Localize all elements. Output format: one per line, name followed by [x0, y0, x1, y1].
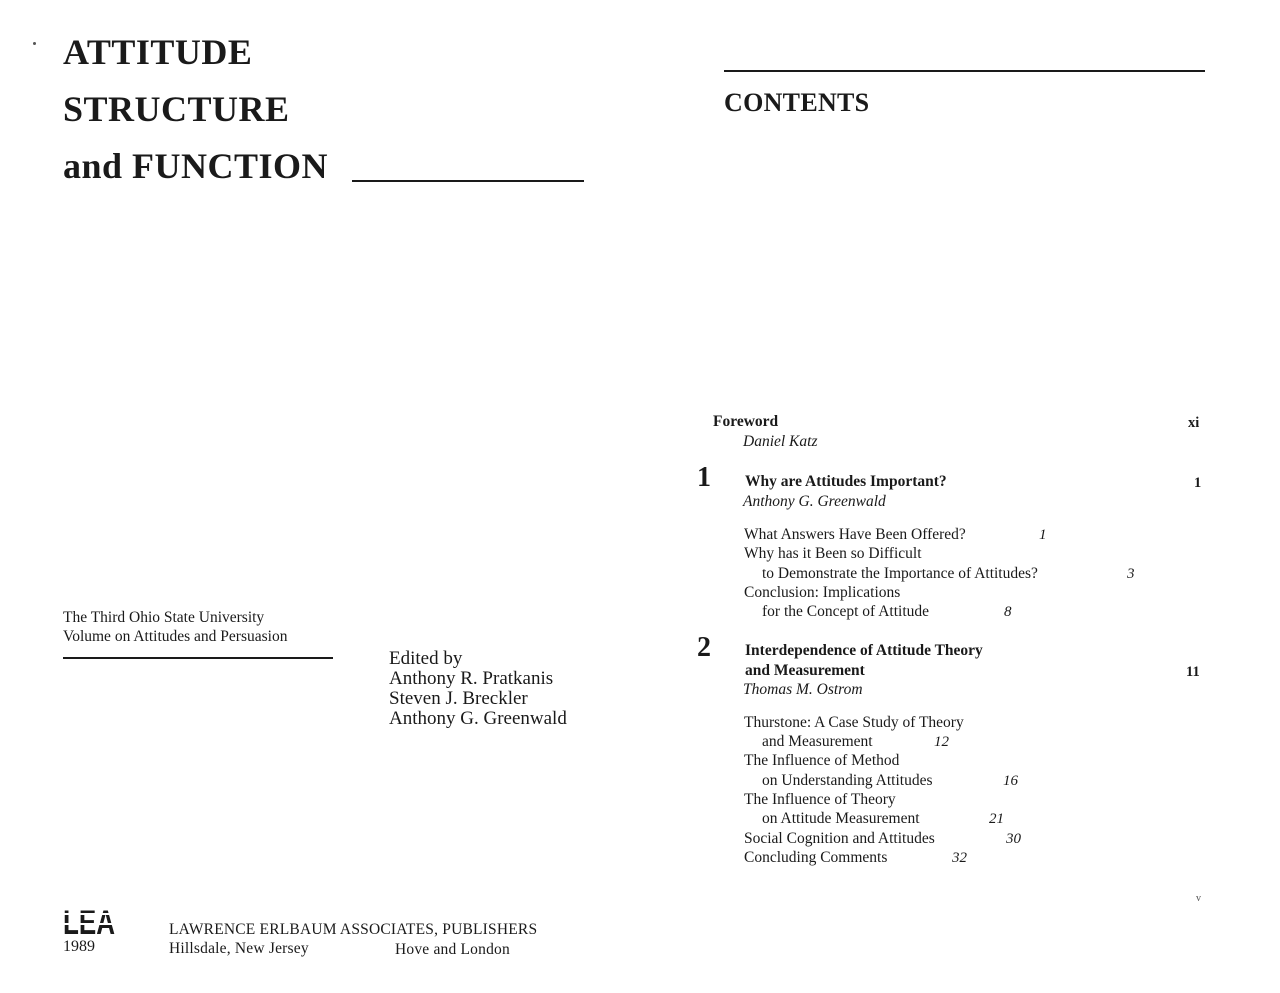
- section-title-continued: on Attitude Measurement: [762, 810, 920, 827]
- chapter-title: Why are Attitudes Important?: [745, 473, 947, 490]
- chapter-author: Thomas M. Ostrom: [743, 681, 863, 698]
- section-title: The Influence of Theory: [744, 791, 896, 808]
- section-title-continued: and Measurement: [762, 733, 873, 750]
- section-page: 12: [934, 734, 949, 750]
- chapter-number: 1: [697, 462, 711, 493]
- chapter-page: 11: [1186, 664, 1200, 680]
- book-title-line-3: and FUNCTION: [63, 146, 329, 186]
- publication-year: 1989: [63, 938, 95, 955]
- section-page: 32: [952, 850, 967, 866]
- edited-by-label: Edited by: [389, 648, 463, 669]
- section-title: What Answers Have Been Offered?: [744, 526, 966, 543]
- section-page: 16: [1003, 773, 1018, 789]
- publisher-name: LAWRENCE ERLBAUM ASSOCIATES, PUBLISHERS: [169, 921, 538, 938]
- section-title: Conclusion: Implications: [744, 584, 901, 601]
- contents-heading: CONTENTS: [724, 88, 870, 117]
- toc-foreword-author: Daniel Katz: [743, 433, 818, 450]
- series-rule: [63, 657, 333, 659]
- series-line-1: The Third Ohio State University: [63, 609, 265, 626]
- section-title: The Influence of Method: [744, 752, 900, 769]
- section-title: Social Cognition and Attitudes: [744, 830, 935, 847]
- publisher-city: Hillsdale, New Jersey: [169, 940, 309, 957]
- stray-mark: [33, 42, 36, 45]
- toc-foreword-page: xi: [1188, 415, 1200, 431]
- lea-logo-icon: [63, 903, 115, 942]
- toc-foreword-title: Foreword: [713, 413, 779, 430]
- section-title: Why has it Been so Difficult: [744, 545, 922, 562]
- publisher-offices: Hove and London: [395, 941, 510, 958]
- section-title-continued: on Understanding Attitudes: [762, 772, 933, 789]
- section-page: 30: [1006, 831, 1021, 847]
- chapter-page: 1: [1194, 475, 1202, 491]
- section-page: 1: [1039, 527, 1047, 543]
- series-line-2: Volume on Attitudes and Persuasion: [63, 628, 288, 645]
- roman-page-mark: v: [1196, 893, 1201, 904]
- svg-text:LEA: LEA: [63, 904, 115, 942]
- section-title-continued: to Demonstrate the Importance of Attitudes?: [762, 565, 1038, 582]
- section-page: 21: [989, 811, 1004, 827]
- chapter-number: 2: [697, 632, 711, 663]
- editor-name: Steven J. Breckler: [389, 688, 528, 709]
- book-title-line-2: STRUCTURE: [63, 89, 290, 129]
- section-page: 3: [1127, 566, 1135, 582]
- editor-name: Anthony R. Pratkanis: [389, 668, 554, 689]
- book-title-line-1: ATTITUDE: [63, 32, 253, 72]
- section-title: Concluding Comments: [744, 849, 888, 866]
- chapter-author: Anthony G. Greenwald: [743, 493, 886, 510]
- chapter-title: Interdependence of Attitude Theory: [745, 642, 983, 659]
- editor-name: Anthony G. Greenwald: [389, 708, 567, 729]
- section-title-continued: for the Concept of Attitude: [762, 603, 930, 620]
- contents-rule: [724, 70, 1205, 72]
- title-rule: [352, 180, 584, 182]
- section-title: Thurstone: A Case Study of Theory: [744, 714, 964, 731]
- section-page: 8: [1004, 604, 1012, 620]
- chapter-title-continued: and Measurement: [745, 662, 865, 679]
